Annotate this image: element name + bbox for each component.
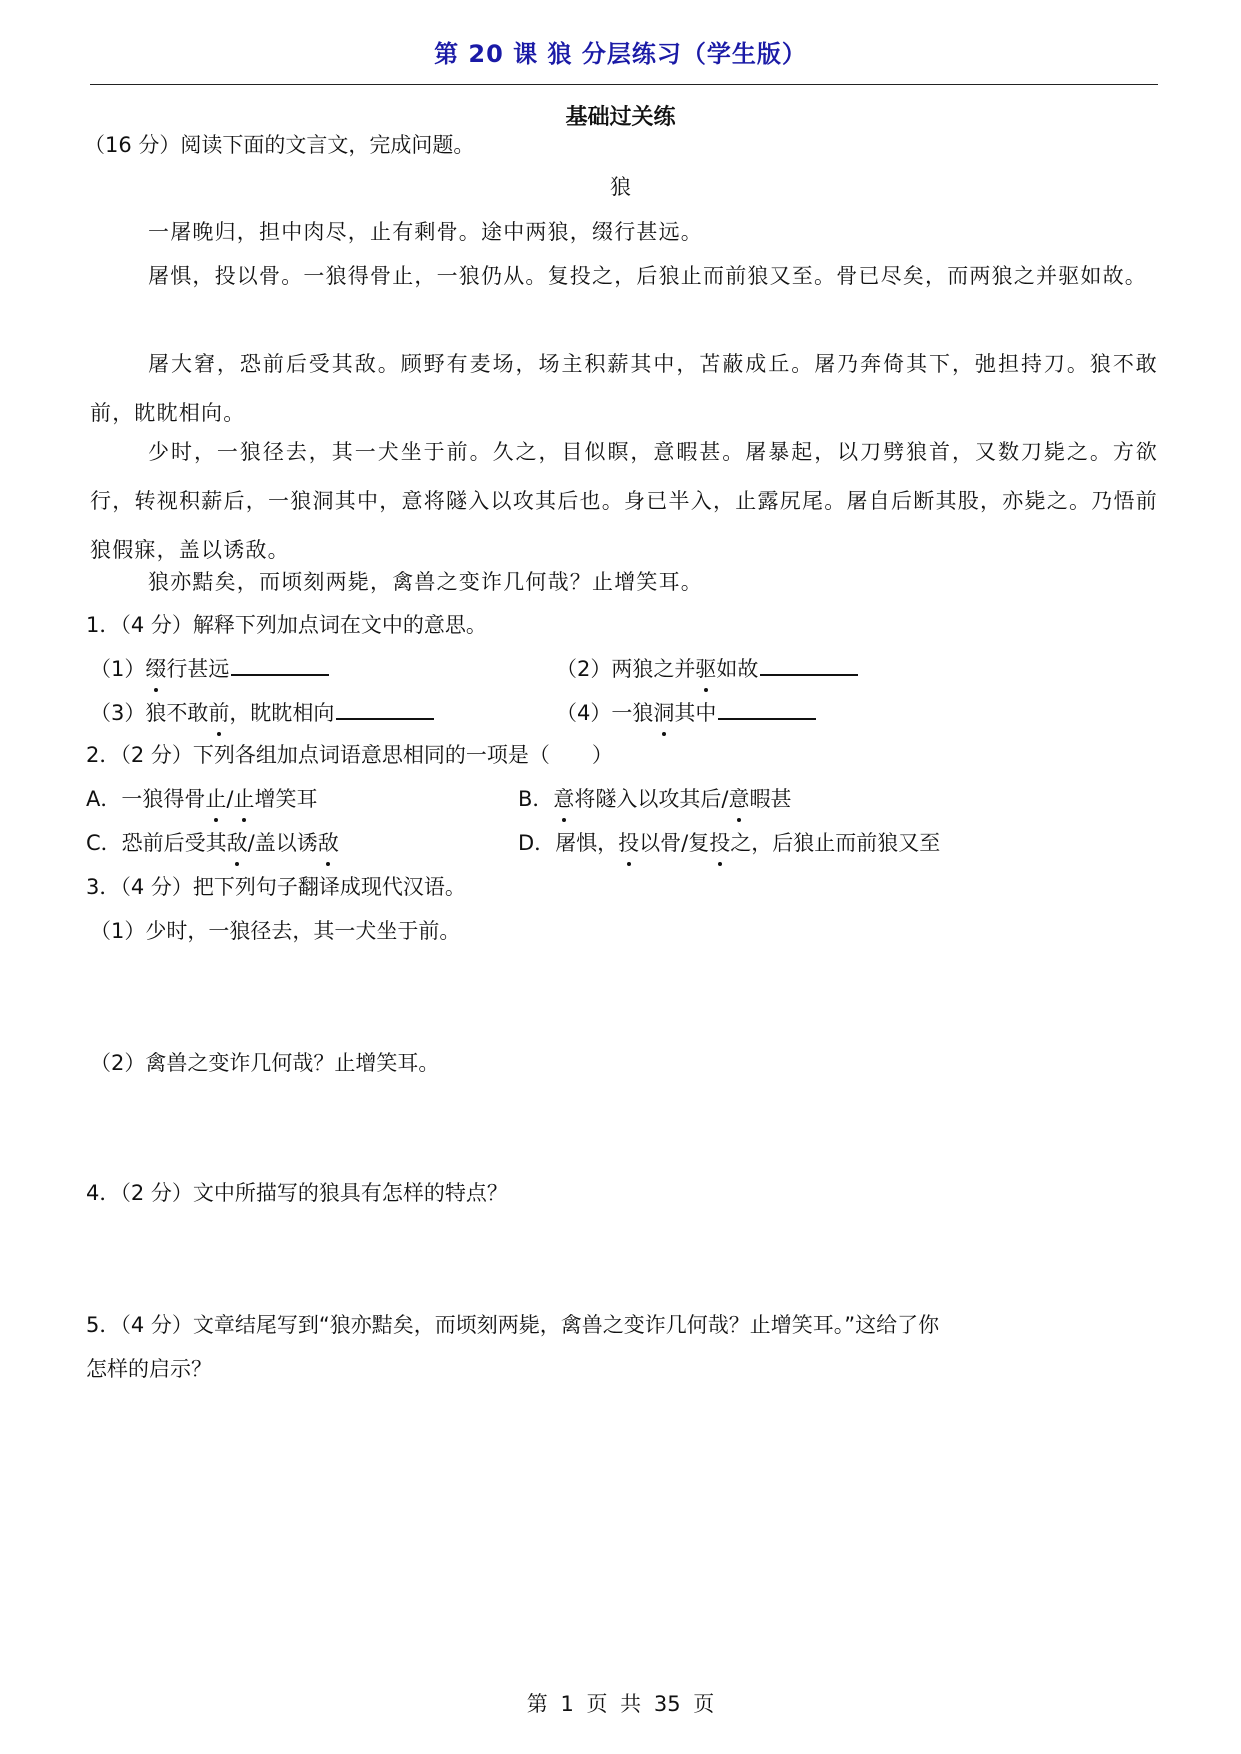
question-1-stem: 1．（4 分）解释下列加点词在文中的意思。	[86, 613, 487, 637]
passage-paragraph-5: 狼亦黠矣，而顷刻两毙，禽兽之变诈几何哉？止增笑耳。	[148, 570, 703, 594]
question-2-stem: 2．（2 分）下列各组加点词语意思相同的一项是（ ）	[86, 743, 613, 767]
header-divider	[90, 84, 1158, 85]
question-2-option-a[interactable]: A．一狼得骨止/止增笑耳	[86, 784, 317, 814]
question-2-option-c[interactable]: C．恐前后受其敌/盖以诱敌	[86, 828, 339, 858]
passage-paragraph-2: 屠惧，投以骨。一狼得骨止，一狼仍从。复投之，后狼止而前狼又至。骨已尽矣，而两狼之并驱如故。	[148, 264, 1147, 288]
passage-title: 狼	[610, 175, 631, 199]
passage-paragraph-1: 一屠晚归，担中肉尽，止有剩骨。途中两狼，缀行甚远。	[148, 220, 703, 244]
answer-blank[interactable]	[231, 652, 329, 676]
question-3-sentence-2: （2）禽兽之变诈几何哉？止增笑耳。	[90, 1051, 440, 1075]
page-number: 第 1 页 共 35 页	[526, 1692, 715, 1716]
answer-blank[interactable]	[718, 696, 816, 720]
question-1-item-3: （3）狼不敢前，眈眈相向	[90, 696, 434, 728]
question-3-sentence-1: （1）少时，一狼径去，其一犬坐于前。	[90, 919, 461, 943]
question-1-item-2: （2）两狼之并驱如故	[556, 652, 858, 684]
answer-blank[interactable]	[760, 652, 858, 676]
question-2-option-b[interactable]: B．意将隧入以攻其后/意暇甚	[518, 784, 792, 814]
passage-paragraph-4: 少时，一狼径去，其一犬坐于前。久之，目似瞑，意暇甚。屠暴起，以刀劈狼首，又数刀毙之。方欲行，转视积薪后，一狼洞其中，意将隧入以攻其后也。身已半入，止露尻尾。屠自后断其股，亦毙之。乃悟前狼假寐，盖以诱敌。	[90, 440, 1158, 562]
reading-intro: （16 分）阅读下面的文言文，完成问题。	[84, 133, 475, 157]
question-4-stem: 4．（2 分）文中所描写的狼具有怎样的特点？	[86, 1181, 508, 1205]
question-1-item-4: （4）一狼洞其中	[556, 696, 816, 728]
passage-paragraph-3: 屠大窘，恐前后受其敌。顾野有麦场，场主积薪其中，苫蔽成丘。屠乃奔倚其下，弛担持刀。狼不敢前，眈眈相向。	[90, 352, 1158, 425]
question-2-option-d[interactable]: D．屠惧，投以骨/复投之，后狼止而前狼又至	[518, 828, 940, 858]
header-title: 第 20 课 狼 分层练习（学生版）	[434, 40, 807, 68]
question-1-item-1: （1）缀行甚远	[90, 652, 329, 684]
question-5-stem-line-1: 5．（4 分）文章结尾写到“狼亦黠矣，而顷刻两毙，禽兽之变诈几何哉？止增笑耳。”这给了你	[86, 1313, 940, 1337]
section-title: 基础过关练	[565, 105, 676, 130]
question-5-stem-line-2: 怎样的启示？	[86, 1357, 212, 1381]
question-3-stem: 3．（4 分）把下列句子翻译成现代汉语。	[86, 875, 466, 899]
answer-blank[interactable]	[336, 696, 434, 720]
